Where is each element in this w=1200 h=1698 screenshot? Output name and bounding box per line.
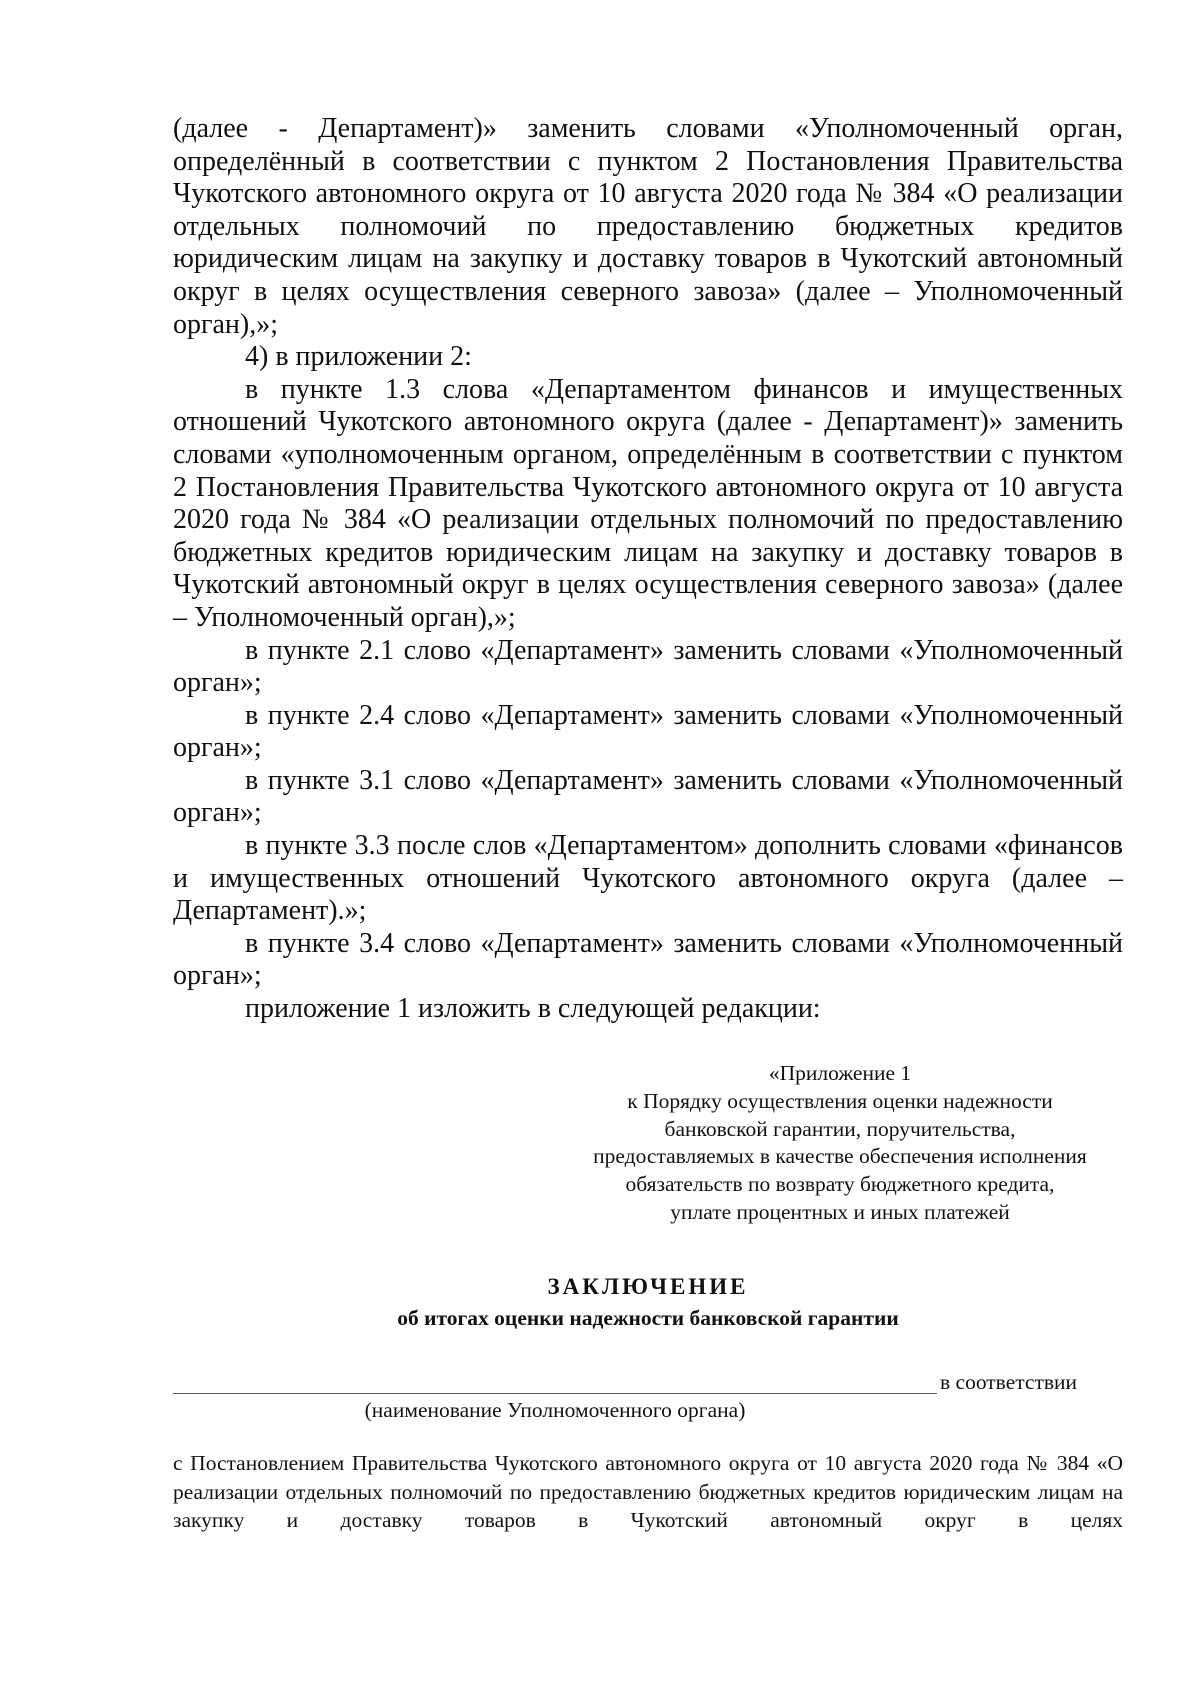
appendix-note-line: обязательств по возврату бюджетного кредита, — [625, 1172, 1055, 1197]
paragraph: в пункте 3.3 после слов «Департаментом» дополнить словами «финансов и имущественных отношений Чукотского автономного округа (далее – Департамент).»; — [173, 830, 1123, 927]
blank-trailing-text: в соответствии — [940, 1370, 1078, 1394]
blank-caption: (наименование Уполномоченного органа) — [364, 1398, 746, 1422]
paragraph: с Постановлением Правительства Чукотского автономного округа от 10 августа 2020 года № 384 «О реализации отдельных полномочий по предоставлению бюджетных кредитов юридическим лицам на закупку и доставку товаров в Чукотский автономный округ в целях — [173, 1451, 1123, 1532]
paragraph: в пункте 2.1 слово «Департамент» заменить словами «Уполномоченный орган»; — [173, 634, 1123, 699]
paragraph: в пункте 3.4 слово «Департамент» заменить словами «Уполномоченный орган»; — [173, 927, 1123, 992]
paragraph: 4) в приложении 2: — [245, 341, 472, 373]
appendix-note-line: уплате процентных и иных платежей — [670, 1199, 1010, 1224]
appendix-note-line: к Порядку осуществления оценки надежности — [627, 1088, 1053, 1113]
paragraph: приложение 1 изложить в следующей редакции: — [245, 993, 821, 1025]
paragraph: (далее - Департамент)» заменить словами «Уполномоченный орган, определённый в соответствии с пунктом 2 Постановления Правительства Чукотского автономного округа от 10 августа 2020 года № 384 «О реализации отдельных полномочий по предоставлению бюджетных кредитов юридическим лицам на закупку и доставку товаров в Чукотский автономный округ в целях осуществления северного завоза» (далее – Уполномоченный орган),»; — [173, 113, 1123, 340]
appendix-note — [540, 1060, 1140, 1227]
paragraph: в пункте 2.4 слово «Департамент» заменить словами «Уполномоченный орган»; — [173, 699, 1123, 764]
blank-fill-line — [173, 1393, 937, 1394]
amendment-text — [173, 113, 1123, 1026]
appendix-note-line: «Приложение 1 — [768, 1061, 912, 1085]
document-title: ЗАКЛЮЧЕНИЕ — [547, 1274, 749, 1299]
appendix-note-line: банковской гарантии, поручительства, — [664, 1116, 1016, 1141]
conclusion-text — [173, 1449, 1123, 1535]
appendix-note-line: предоставляемых в качестве обеспечения исполнения — [593, 1144, 1087, 1169]
paragraph: в пункте 3.1 слово «Департамент» заменить словами «Уполномоченный орган»; — [173, 764, 1123, 829]
document-subtitle: об итогах оценки надежности банковской гарантии — [397, 1306, 899, 1330]
paragraph: в пункте 1.3 слова «Департаментом финансов и имущественных отношений Чукотского автономного округа (далее - Департамент)» заменить словами «уполномоченным органом, определённым в соответствии с пунктом 2 Постановления Правительства Чукотского автономного округа от 10 августа 2020 года № 384 «О реализации отдельных полномочий по предоставлению бюджетных кредитов юридическим лицам на закупку и доставку товаров в Чукотский автономный округ в целях осуществления северного завоза» (далее – Уполномоченный орган),»; — [173, 373, 1123, 633]
